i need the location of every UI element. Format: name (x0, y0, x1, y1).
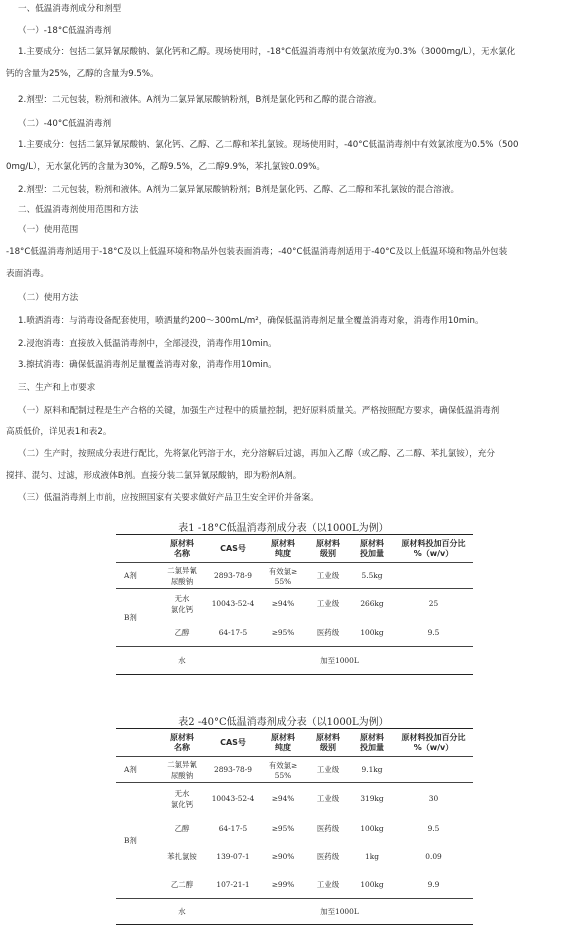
cell: 100kg (360, 879, 384, 889)
header-purity: 原材料 纯度 (271, 732, 295, 752)
paragraph: 2.剂型：二元包装，粉剂和液体。A剂为二氯异氰尿酸钠粉剂，B剂是氯化钙和乙醇的混合溶液。 (18, 95, 382, 105)
header-name: 原材料 名称 (170, 538, 194, 558)
cell: 139-07-1 (216, 852, 250, 861)
cell: 水 (158, 647, 206, 675)
cell: 有效氯≥ 55% (260, 563, 306, 589)
table-row (116, 563, 473, 589)
table-row (116, 619, 473, 647)
paragraph: 3.擦拭消毒：确保低温消毒剂足量覆盖消毒对象，消毒作用10min。 (18, 360, 277, 370)
paragraph: （一）原料和配制过程是生产合格的关键，加强生产过程中的质量控制，把好原料质量关。严格按照配方要求，确保低温消毒剂 (18, 406, 500, 416)
cell: ≥94% (260, 589, 306, 619)
paragraph: 高质低价，详见表1和表2。 (6, 427, 112, 437)
cell: 9.1kg (350, 757, 394, 783)
cell: 工业级 (306, 783, 350, 815)
subheading-minus18: （一）-18°C低温消毒剂 (18, 26, 112, 36)
cell: 有效氯≥ 55% (260, 757, 306, 783)
cell: 100kg (360, 627, 384, 637)
cell: 9.9 (427, 879, 440, 889)
table-header-row (116, 729, 473, 757)
cell: 医药级 (316, 824, 340, 833)
cell: 2893-78-9 (206, 757, 260, 783)
paragraph: 1.主要成分：包括二氯异氰尿酸钠、氯化钙和乙醇。现场使用时，-18°C低温消毒剂中有效氯浓度为0.3%（3000mg/L），无水氯化 (18, 47, 516, 57)
cell: 107-21-1 (216, 879, 250, 889)
header-percent: 原材料投加百分比 %（w/v） (401, 538, 466, 558)
cell: 100kg (360, 824, 384, 833)
cell: 10043-52-4 (206, 589, 260, 619)
cell: 10043-52-4 (206, 783, 260, 815)
header-grade: 原材料 级别 (316, 732, 340, 752)
group-b-label: B剂 (116, 783, 158, 899)
section-heading-1: 一、低温消毒剂成分和剂型 (18, 4, 122, 14)
paragraph: （二）生产时，按照成分表进行配比，先将氯化钙溶于水，充分溶解后过滤，再加入乙醇（或乙醇、乙二醇、苯扎氯铵），充分 (18, 449, 495, 459)
cell: 5.5kg (350, 563, 394, 589)
table-row (116, 589, 473, 619)
cell: 1kg (365, 852, 379, 861)
header-cas: CAS号 (220, 737, 246, 747)
cell: 医药级 (316, 627, 340, 637)
header-name: 原材料 名称 (170, 732, 194, 752)
table-row-water (116, 899, 473, 925)
cell: 64-17-5 (218, 824, 248, 833)
header-amount: 原材料 投加量 (360, 732, 384, 752)
cell: 医药级 (316, 852, 340, 861)
cell: 319kg (350, 783, 394, 815)
cell: 9.5 (427, 627, 440, 637)
cell: 无水 氯化钙 (158, 589, 206, 619)
table-header-row (116, 535, 473, 563)
table-row (116, 783, 473, 815)
table1-caption: 表1 -18°C低温消毒剂成分表（以1000L为例） (178, 523, 389, 534)
header-percent: 原材料投加百分比 %（w/v） (401, 732, 466, 752)
table-row (116, 815, 473, 843)
group-a-label: A剂 (116, 757, 158, 783)
table2-caption: 表2 -40°C低温消毒剂成分表（以1000L为例） (178, 717, 389, 728)
cell: ≥99% (271, 879, 295, 889)
cell: 二氯异氰 尿酸钠 (158, 563, 206, 589)
header-grade: 原材料 级别 (316, 538, 340, 558)
cell: 266kg (350, 589, 394, 619)
header-purity: 原材料 纯度 (271, 538, 295, 558)
cell: 25 (394, 589, 473, 619)
cell: 30 (394, 783, 473, 815)
header-cas: CAS号 (220, 543, 246, 553)
cell: 工业级 (306, 757, 350, 783)
paragraph: 2.剂型：二元包装，粉剂和液体。A剂为二氯异氰尿酸钠粉剂；B剂是氯化钙、乙醇、乙二醇和苯扎氯铵的混合溶液。 (18, 185, 460, 195)
cell: 苯扎氯铵 (167, 852, 197, 861)
cell: 工业级 (306, 563, 350, 589)
cell: 2893-78-9 (206, 563, 260, 589)
cell (394, 757, 473, 783)
cell: ≥95% (271, 824, 295, 833)
table-row-water (116, 647, 473, 675)
paragraph: -18°C低温消毒剂适用于-18°C及以上低温环境和物品外包装表面消毒；-40°C低温消毒剂适用于-40°C及以上低温环境和物品外包装 (6, 247, 508, 257)
cell: 乙醇 (174, 824, 190, 833)
section-heading-2: 二、低温消毒剂使用范围和方法 (18, 205, 139, 215)
group-a-label: A剂 (116, 563, 158, 589)
paragraph: 0mg/L），无水氯化钙的含量为30%，乙醇9.5%，乙二醇9.9%，苯扎氯铵0.09%。 (6, 162, 325, 172)
header-amount: 原材料 投加量 (360, 538, 384, 558)
paragraph: 表面消毒。 (6, 269, 49, 279)
cell: ≥95% (271, 627, 295, 637)
cell: 加至1000L (206, 647, 473, 675)
subheading-minus40: （二）-40°C低温消毒剂 (18, 119, 112, 129)
group-b-label: B剂 (116, 589, 158, 647)
table-row (116, 871, 473, 899)
table2 (116, 728, 473, 925)
cell: 9.5 (427, 824, 440, 833)
cell: 无水 氯化钙 (158, 783, 206, 815)
section-heading-3: 三、生产和上市要求 (18, 383, 96, 393)
cell (394, 563, 473, 589)
subheading: （二）使用方法 (18, 293, 79, 303)
paragraph: 1.主要成分：包括二氯异氰尿酸钠、氯化钙、乙醇、乙二醇和苯扎氯铵。现场使用时，-40°C低温消毒剂中有效氯浓度为0.5%（500 (18, 140, 519, 150)
cell: 乙醇 (174, 627, 190, 637)
cell: 工业级 (316, 879, 340, 889)
paragraph: 1.喷洒消毒：与消毒设备配套使用，喷洒量约200～300mL/m²，确保低温消毒剂足量全覆盖消毒对象，消毒作用10min。 (18, 316, 484, 326)
cell: 加至1000L (206, 899, 473, 925)
paragraph: 2.浸泡消毒：直接放入低温消毒剂中，全部浸没，消毒作用10min。 (18, 339, 277, 349)
table1 (116, 534, 473, 675)
cell: ≥90% (271, 852, 295, 861)
cell: 水 (158, 899, 206, 925)
cell: 二氯异氰 尿酸钠 (158, 757, 206, 783)
subheading: （一）使用范围 (18, 225, 79, 235)
cell: ≥94% (260, 783, 306, 815)
paragraph: （三）低温消毒剂上市前，应按照国家有关要求做好产品卫生安全评价并备案。 (18, 493, 319, 503)
cell: 0.09 (425, 852, 442, 861)
cell: 乙二醇 (170, 879, 194, 889)
cell: 工业级 (306, 589, 350, 619)
table-row (116, 843, 473, 871)
table-row (116, 757, 473, 783)
cell: 64-17-5 (218, 627, 248, 637)
paragraph: 钙的含量为25%，乙醇的含量为9.5%。 (6, 69, 159, 79)
paragraph: 搅拌、混匀、过滤，形成液体B剂。直接分装二氯异氰尿酸钠，即为粉剂A剂。 (6, 471, 302, 481)
